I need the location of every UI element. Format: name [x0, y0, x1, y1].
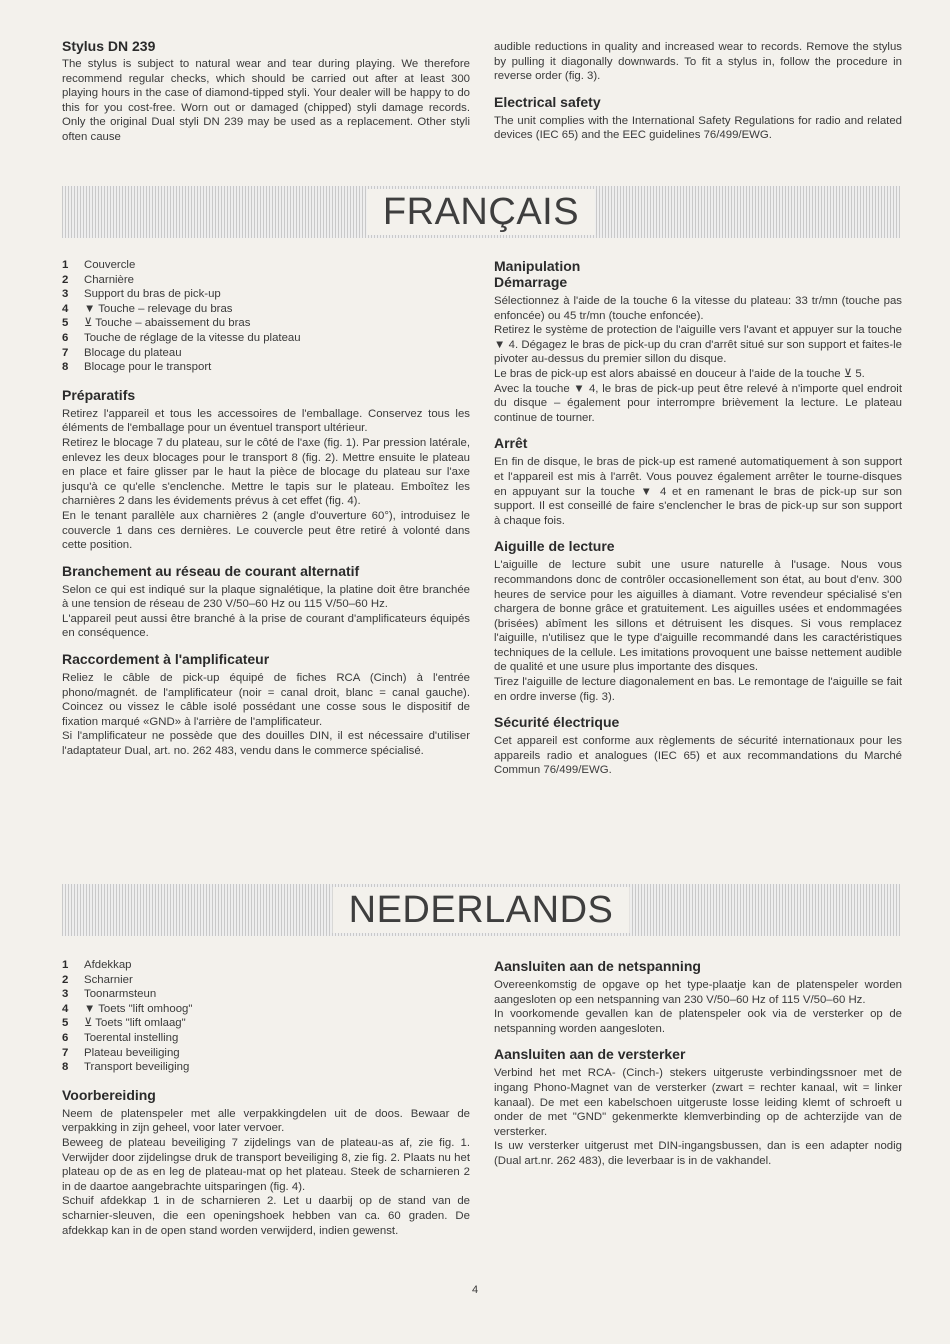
list-item: 7 Blocage du plateau	[62, 346, 182, 359]
nl-prep-text: Neem de platenspeler met alle verpakkingdelen uit de doos. Bewaar de verpakking in zijn geheel, voor later vervoer. Beweeg de plateau beveiliging 7 zijdelings van de plateau-as af, zie fig. 1. Verwijder door zijdelingse druk de transport beveiliging 8, zie fig. 2. Plaats nu het plateau op de as en leg de plateau-mat op het plateau. Steek de scharnieren 2 in de daartoe aangebrachte uitsparingen (fig. 4). Schuif afdekkap 1 in de scharnieren 2. Let u daarbij op de stand van de scharnier-sleuven, die een openingshoek hebben van ca. 60 graden. De afdekkap kan in de open stand worden verwijderd, indien gewenst.	[62, 1107, 470, 1237]
list-item: 2 Charnière	[62, 273, 135, 286]
nl-parts-list	[62, 958, 470, 1075]
fr-mains-text: Selon ce qui est indiqué sur la plaque signalétique, la platine doit être branchée à une tension de réseau de 230 V/50–60 Hz ou 115 V/50–60 Hz. L'appareil peut aussi être branché à la prise de courant d'amplificateurs équipés en conséquence.	[62, 583, 470, 640]
page-number: 4	[471, 1284, 479, 1296]
fr-stop-heading: Arrêt	[494, 435, 528, 452]
nl-amp-heading: Aansluiten aan de versterker	[494, 1046, 686, 1063]
fr-right-column	[494, 258, 902, 778]
fr-safety-heading: Sécurité électrique	[494, 714, 620, 731]
fr-safety-text: Cet appareil est conforme aux règlements de sécurité internationaux pour les appareils radio et analogues (IEC 65) et aux recommandations du Marché Commun 76/499/EWG.	[494, 735, 902, 777]
dutch-banner	[62, 884, 900, 936]
nl-mains-heading: Aansluiten aan de netspanning	[494, 958, 701, 974]
nl-mains-text: Overeenkomstig de opgave op het type-plaatje kan de platenspeler worden aangesloten op een netspanning van 230 V/50–60 Hz of 115 V/50–60 Hz. In voorkomende gevallen kan de platenspeler ook via de versterker op de netspanning worden aangesloten.	[494, 979, 902, 1035]
fr-needle-text: L'aiguille de lecture subit une usure naturelle à l'usage. Nous vous recommandons donc de contrôler occasionellement son état, au bout d'env. 300 heures de service pour les aiguilles à diamant. Votre revendeur spécialisé s'en chargera de bonne grâce et gratuitement. Les aiguilles usées et endommagées (brisées) abîment les sillons et détruisent les disques. Si vous remplacez l'aiguille, n'utilisez que le type d'aiguille recommandé dans les caractéristiques techniques de la cellule. Les imitations provoquent une baisse nettement audible de qualité et une usure plus importante des disques. Tirez l'aiguille de lecture diagonalement en bas. Le remontage de l'aiguille se fait en ordre inverse (fig. 3).	[494, 559, 902, 703]
fr-start-text: Sélectionnez à l'aide de la touche 6 la vitesse du plateau: 33 tr/mn (touche pas enfoncée) ou 45 tr/mn (touche enfoncée). Retirez le système de protection de l'aiguille vers l'avant et appuyer sur la touche ▼ 4. Dégagez le bras de pick-up du cran d'arrêt situé sur son support et faites-le pivoter au-dessus du premier sillon du disque. Le bras de pick-up est alors abaissé en douceur à l'aide de la touche ⊻ 5. Avec la touche ▼ 4, le bras de pick-up peut être relevé à n'importe quel endroit du disque – également pour interrompre brièvement la lecture. Le plateau continue de tourner.	[494, 295, 902, 424]
fr-mains-heading: Branchement au réseau de courant alternatif	[62, 562, 360, 579]
fr-stop-text: En fin de disque, le bras de pick-up est ramené automatiquement à son support et l'appareil est mis à l'arrêt. Vous pouvez également arrêter le tourne-disques en appuyant sur la touche ▼ 4 et en ramenant le bras de pick-up sur son support. Il est conseillé de faire s'enclencher le bras de pick-up sur son support à chaque fois.	[494, 456, 902, 527]
french-banner-title: FRANÇAIS	[367, 189, 595, 235]
fr-needle-heading: Aiguille de lecture	[494, 538, 615, 555]
nl-amp-text: Verbind het met RCA- (Cinch-) stekers uitgeruste verbindingssnoer met de ingang Phono-Magnet van de versterker (zwart = rechter kanaal, wit = linker kanaal). De met een kabelschoen uitgeruste losse leiding klemt of schroeft u onder de met "GND" gekenmerkte klemverbinding op de achterzijde van de versterker. Is uw versterker uitgerust met DIN-ingangsbussen, dan is een adapter nodig (Dual art.nr. 262 483), die leverbaar is in de vakhandel.	[494, 1067, 902, 1167]
list-item: 2 Scharnier	[62, 973, 133, 986]
fr-manip-heading: Manipulation	[494, 258, 581, 274]
en-stylus-cont-text: audible reductions in quality and increased wear to records. Remove the stylus by pulling it diagonally downwards. To fit a stylus in, follow the procedure in reverse order (fig. 3).	[494, 41, 902, 83]
en-stylus-text: The stylus is subject to natural wear and tear during playing. We therefore recommend regular checks, which should be carried out after at least 300 playing hours in the case of diamond-tipped styli. Your dealer will be happy to do this for you cost-free. Worn out or damaged (chipped) styli damage records. Only the original Dual styli DN 239 may be used as a replacement. Other styli often cause	[62, 58, 470, 143]
list-item: 1 Couvercle	[62, 259, 136, 271]
list-item: 1 Afdekkap	[62, 959, 132, 971]
nl-left-column	[62, 958, 470, 1238]
dutch-banner-title: NEDERLANDS	[333, 887, 630, 933]
list-item: 3 Support du bras de pick-up	[62, 288, 221, 301]
list-item: 6 Touche de réglage de la vitesse du plateau	[62, 331, 301, 344]
list-item: 8 Transport beveiliging	[62, 1061, 190, 1074]
list-item: 4 ▼ Touche – relevage du bras	[62, 302, 233, 315]
fr-prep-text: Retirez l'appareil et tous les accessoires de l'emballage. Conservez tous les éléments de l'emballage pour un éventuel transport ultérieur. Retirez le blocage 7 du plateau, sur le côté de l'axe (fig. 1). Par pression latérale, enlevez les deux blocages pour le transport 8 (fig. 2). Mettre ensuite le plateau en place et faire glisser par le haut la pièce de blocage du plateau sur l'axe jusqu'à ce qu'elle s'enclenche. Mettre le tapis sur le plateau. Emboîtez les charnières 2 dans les évidements prévus à cet effet (fig. 4). En le tenant parallèle aux charnières 2 (angle d'ouverture 60°), introduisez le couvercle 1 dans ces dernières. Le couvercle peut être retiré à volonté dans cette position.	[62, 407, 470, 552]
list-item: 6 Toerental instelling	[62, 1031, 179, 1044]
fr-start-heading: Démarrage	[494, 274, 568, 290]
fr-left-column	[62, 258, 470, 759]
nl-right-column	[494, 958, 902, 1169]
en-stylus-heading: Stylus DN 239	[62, 38, 156, 54]
list-item: 7 Plateau beveiliging	[62, 1046, 180, 1059]
list-item: 3 Toonarmsteun	[62, 988, 157, 1001]
en-stylus-section	[62, 38, 470, 145]
fr-parts-list	[62, 258, 470, 375]
fr-amp-heading: Raccordement à l'amplificateur	[62, 651, 270, 668]
en-stylus-continued	[494, 40, 902, 143]
nl-prep-heading: Voorbereiding	[62, 1086, 156, 1103]
list-item: 4 ▼ Toets "lift omhoog"	[62, 1002, 193, 1015]
list-item: 8 Blocage pour le transport	[62, 361, 212, 374]
list-item: 5 ⊻ Touche – abaissement du bras	[62, 317, 251, 330]
list-item: 5 ⊻ Toets "lift omlaag"	[62, 1017, 186, 1030]
en-safety-text: The unit complies with the International Safety Regulations for radio and related devices (IEC 65) and the EEC guidelines 76/499/EWG.	[494, 114, 902, 142]
french-banner	[62, 186, 900, 238]
fr-prep-heading: Préparatifs	[62, 386, 136, 403]
en-safety-heading: Electrical safety	[494, 93, 601, 110]
fr-amp-text: Reliez le câble de pick-up équipé de fiches RCA (Cinch) à l'entrée phono/magnét. de l'amplificateur (noir = canal droit, blanc = canal gauche). Coincez ou vissez le câble isolé possédant une cosse sous le dispositif de fixation marqué «GND» à l'arrière de l'amplificateur. Si l'amplificateur ne possède que des douilles DIN, il est nécessaire d'utiliser l'adaptateur Dual, art. no. 262 483, vendu dans le commerce spécialisé.	[62, 672, 470, 758]
